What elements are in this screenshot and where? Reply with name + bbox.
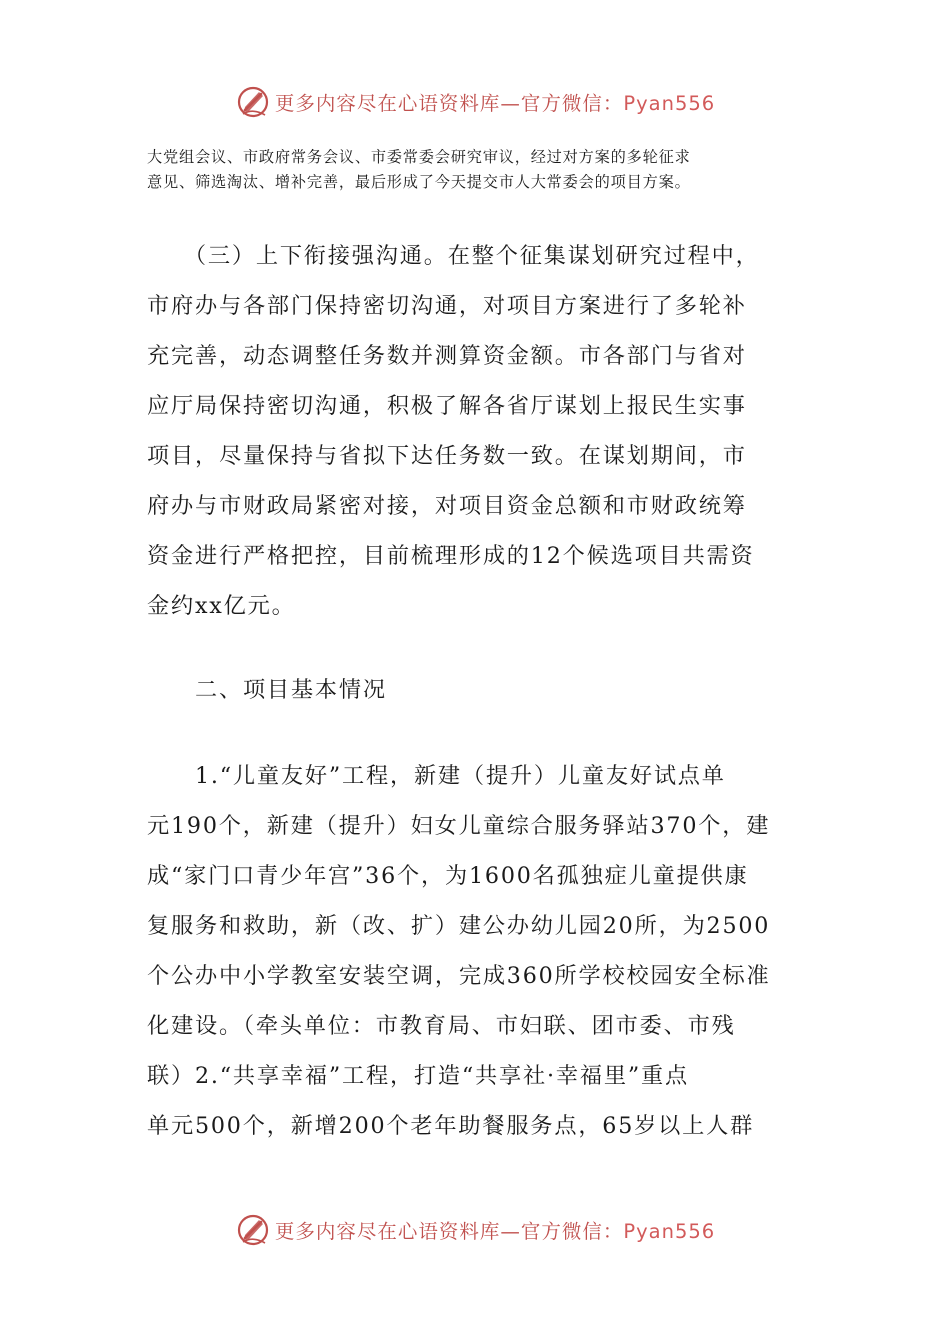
intro-line: 意见、筛选淘汰、增补完善，最后形成了今天提交市人大常委会的项目方案。 <box>147 173 691 191</box>
wechat-id: Pyan556 <box>623 1220 716 1243</box>
text-line: 金约xx亿元。 <box>147 593 296 619</box>
footer-banner <box>0 1210 950 1250</box>
text-line: 单元500个，新增200个老年助餐服务点，65岁以上人群 <box>147 1113 755 1139</box>
text-line: 个公办中小学教室安装空调，完成360所学校校园安全标准 <box>147 963 771 989</box>
heading-text: 二、项目基本情况 <box>147 677 387 703</box>
section-three-paragraph <box>147 231 807 631</box>
text-line: 化建设。（牵头单位：市教育局、市妇联、团市委、市残 <box>147 1013 736 1039</box>
text-line: 元190个，新建（提升）妇女儿童综合服务驿站370个，建 <box>147 813 771 839</box>
text-line: 府办与市财政局紧密对接，对项目资金总额和市财政统筹 <box>147 493 747 519</box>
header-banner <box>0 82 950 122</box>
text-line: 资金进行严格把控，目前梳理形成的12个候选项目共需资 <box>147 543 755 569</box>
text-line: 充完善，动态调整任务数并测算资金额。市各部门与省对 <box>147 343 747 369</box>
section-heading <box>147 665 807 715</box>
banner-text: 更多内容尽在心语资料库—官方微信：Pyan556 <box>274 92 716 115</box>
text-line: 1.“儿童友好”工程，新建（提升）儿童友好试点单 <box>147 763 726 789</box>
pen-logo-icon <box>235 1212 271 1248</box>
text-line: 项目，尽量保持与省拟下达任务数一致。在谋划期间，市 <box>147 443 747 469</box>
text-line: 应厅局保持密切沟通，积极了解各省厅谋划上报民生实事 <box>147 393 747 419</box>
intro-paragraph <box>147 145 807 195</box>
intro-line: 大党组会议、市政府常务会议、市委常委会研究审议，经过对方案的多轮征求 <box>147 148 691 166</box>
item-one-paragraph <box>147 751 807 1151</box>
text-line: 成“家门口青少年宫”36个，为1600名孤独症儿童提供康 <box>147 863 749 889</box>
wechat-id: Pyan556 <box>623 92 716 115</box>
banner-text: 更多内容尽在心语资料库—官方微信：Pyan556 <box>274 1220 716 1243</box>
text-line: 复服务和救助，新（改、扩）建公办幼儿园20所，为2500 <box>147 913 771 939</box>
text-line: 市府办与各部门保持密切沟通，对项目方案进行了多轮补 <box>147 293 747 319</box>
text-line: 联）2.“共享幸福”工程，打造“共享社·幸福里”重点 <box>147 1063 689 1089</box>
text-line: （三）上下衔接强沟通。在整个征集谋划研究过程中， <box>147 243 760 269</box>
pen-logo-icon <box>235 84 271 120</box>
